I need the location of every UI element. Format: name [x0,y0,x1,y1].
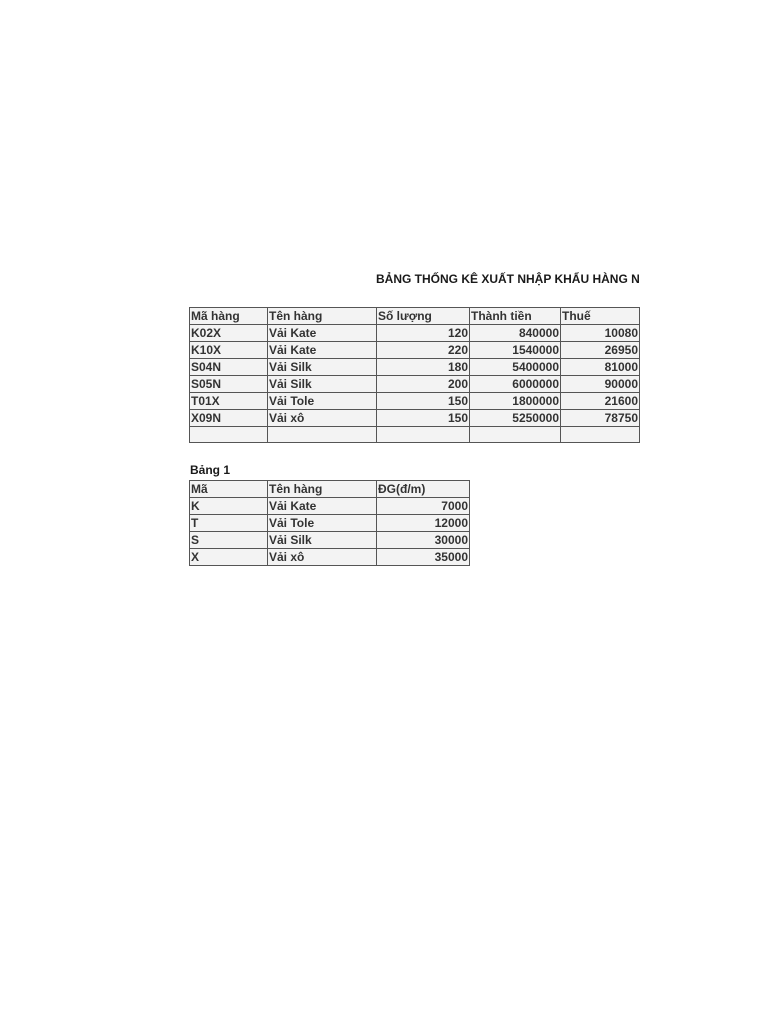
cell-thanh-tien[interactable]: 5250000 [470,410,561,427]
cell-thue[interactable]: 26950 [561,342,640,359]
cell-thue[interactable]: 10080 [561,325,640,342]
empty-cell[interactable] [190,427,268,443]
cell-ma-hang[interactable]: K10X [190,342,268,359]
cell-don-gia[interactable]: 35000 [377,549,470,566]
cell-ten-hang[interactable]: Vải xô [268,410,377,427]
cell-don-gia[interactable]: 30000 [377,532,470,549]
cell-ten-hang[interactable]: Vải Kate [268,342,377,359]
table-row-empty [190,427,640,443]
header-ten-hang[interactable]: Tên hàng [268,481,377,498]
cell-ten-hang[interactable]: Vải Tole [268,515,377,532]
table-row [190,410,640,427]
header-ma[interactable]: Mã [190,481,268,498]
cell-thanh-tien[interactable]: 840000 [470,325,561,342]
empty-cell[interactable] [377,427,470,443]
header-thanh-tien[interactable]: Thành tiền [470,308,561,325]
cell-ten-hang[interactable]: Vải xô [268,549,377,566]
cell-so-luong[interactable]: 120 [377,325,470,342]
cell-thue[interactable]: 78750 [561,410,640,427]
table-row [190,498,470,515]
cell-thanh-tien[interactable]: 6000000 [470,376,561,393]
cell-ma[interactable]: T [190,515,268,532]
header-thue[interactable]: Thuế [561,308,640,325]
cell-ten-hang[interactable]: Vải Silk [268,532,377,549]
table-row [190,532,470,549]
empty-cell[interactable] [470,427,561,443]
header-don-gia[interactable]: ĐG(đ/m) [377,481,470,498]
table-row [190,515,470,532]
cell-thanh-tien[interactable]: 1800000 [470,393,561,410]
header-ma-hang[interactable]: Mã hàng [190,308,268,325]
cell-ten-hang[interactable]: Vải Silk [268,376,377,393]
cell-thanh-tien[interactable]: 5400000 [470,359,561,376]
export-import-table [189,307,640,443]
cell-ma-hang[interactable]: X09N [190,410,268,427]
empty-cell[interactable] [561,427,640,443]
cell-ten-hang[interactable]: Vải Kate [268,498,377,515]
cell-ten-hang[interactable]: Vải Tole [268,393,377,410]
cell-ma-hang[interactable]: S04N [190,359,268,376]
table-row [190,342,640,359]
table-row [190,393,640,410]
cell-ten-hang[interactable]: Vải Kate [268,325,377,342]
cell-thanh-tien[interactable]: 1540000 [470,342,561,359]
empty-cell[interactable] [268,427,377,443]
cell-ma[interactable]: K [190,498,268,515]
header-so-luong[interactable]: Số lượng [377,308,470,325]
ref-table-caption: Bảng 1 [190,463,231,477]
table-row [190,549,470,566]
table-row [190,325,640,342]
cell-don-gia[interactable]: 12000 [377,515,470,532]
table-header-row [190,481,470,498]
cell-ma-hang[interactable]: K02X [190,325,268,342]
cell-so-luong[interactable]: 150 [377,393,470,410]
cell-thue[interactable]: 81000 [561,359,640,376]
cell-so-luong[interactable]: 150 [377,410,470,427]
unit-price-table [189,480,470,566]
cell-ten-hang[interactable]: Vải Silk [268,359,377,376]
table-header-row [190,308,640,325]
cell-thue[interactable]: 21600 [561,393,640,410]
cell-ma[interactable]: S [190,532,268,549]
cell-ma-hang[interactable]: S05N [190,376,268,393]
cell-so-luong[interactable]: 200 [377,376,470,393]
cell-ma[interactable]: X [190,549,268,566]
table-row [190,359,640,376]
cell-thue[interactable]: 90000 [561,376,640,393]
cell-don-gia[interactable]: 7000 [377,498,470,515]
cell-so-luong[interactable]: 180 [377,359,470,376]
header-ten-hang[interactable]: Tên hàng [268,308,377,325]
cell-ma-hang[interactable]: T01X [190,393,268,410]
table-row [190,376,640,393]
sheet-title: BẢNG THỐNG KÊ XUẤT NHẬP KHẨU HÀNG N [376,272,640,286]
cell-so-luong[interactable]: 220 [377,342,470,359]
